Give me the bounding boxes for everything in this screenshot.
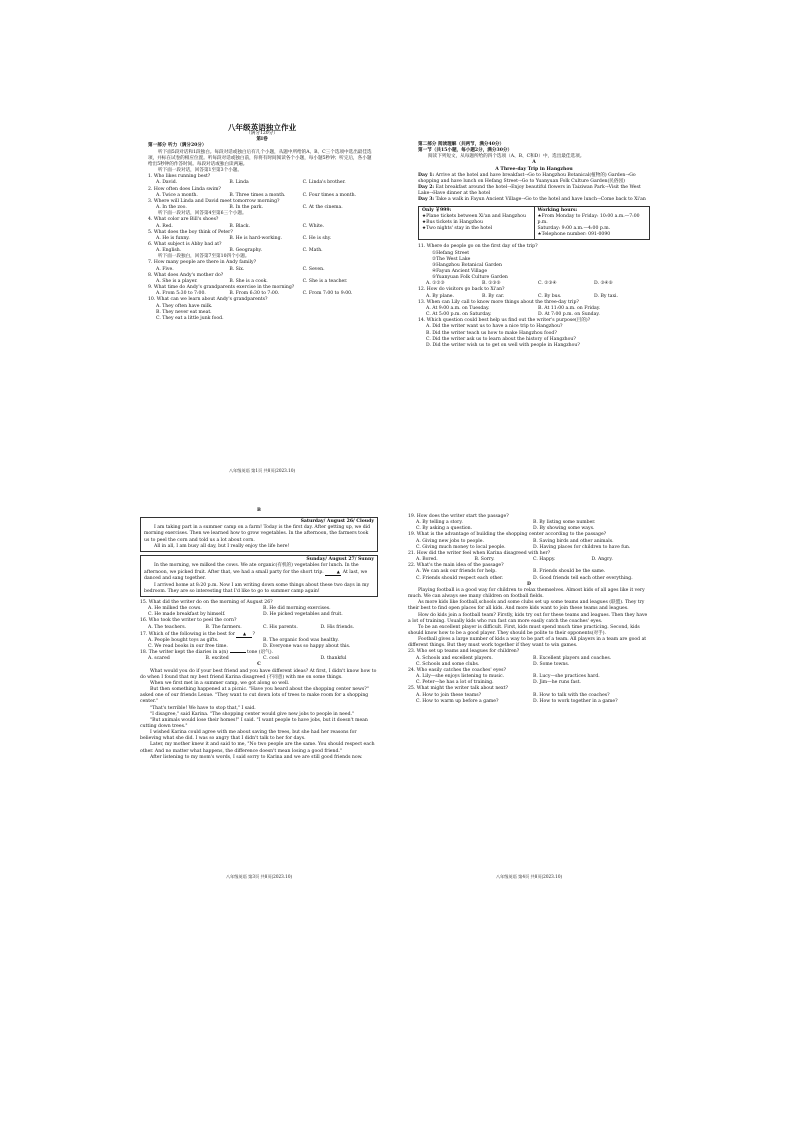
section-heading: 第一部分 听力（满分20分） bbox=[148, 143, 207, 149]
passage-paragraph: When we first met in a summer camp, we got along so well. bbox=[150, 680, 290, 686]
question-22: 22. What's the main idea of the passage? bbox=[408, 563, 504, 569]
option[interactable]: C. We read books in our free time. bbox=[148, 643, 228, 649]
question-5: 5. What does the boy think of Peter? bbox=[148, 229, 233, 235]
page-3-footer: 八年级英语 第3页 共8页(2023.10) bbox=[225, 874, 293, 879]
page-2 bbox=[418, 142, 650, 349]
option[interactable]: B. He is hard-working. bbox=[229, 235, 282, 241]
option[interactable]: A. Schools and excellent players. bbox=[416, 655, 493, 661]
option[interactable]: B. ①③⑤ bbox=[482, 281, 501, 287]
subsection-heading: 第一节（共15小题，每小题2分，满分30分） bbox=[418, 148, 513, 154]
question-20: 19. What is the advantage of building the shopping center according to the passage? bbox=[408, 532, 607, 538]
question-3: 3. Where will Linda and David meet tomorrow morning? bbox=[148, 198, 280, 204]
diary-date: Saturday/ August 26/ Cloudy bbox=[300, 519, 374, 525]
option[interactable]: A. In the zoo. bbox=[156, 205, 187, 211]
day-3: Day 3: Take a walk in Fayun Ancient Village→Go to the hotel and have lunch→Come back to Xi'an bbox=[418, 197, 646, 203]
option[interactable]: A. By plane. bbox=[426, 293, 454, 299]
question-4: 4. What color are Bill's shoes? bbox=[148, 217, 219, 223]
option[interactable]: C. She is a teacher. bbox=[302, 278, 348, 284]
option[interactable]: D. How to work together in a game? bbox=[533, 698, 618, 704]
option[interactable]: A. We can ask our friends for help. bbox=[416, 569, 497, 575]
volume-label: 第Ⅰ卷 bbox=[256, 137, 268, 143]
option[interactable]: B. Friends should be the same. bbox=[533, 569, 606, 575]
place-item: ②The West Lake bbox=[432, 256, 471, 262]
price-item: ★Two nights' stay in the hotel bbox=[422, 226, 493, 232]
option[interactable]: B. How to talk with the coaches? bbox=[533, 692, 610, 698]
option[interactable]: A. The teachers. bbox=[148, 624, 187, 630]
diary-entry-1 bbox=[140, 517, 378, 552]
question-10: 10. What can we learn about Andy's grandparents? bbox=[148, 297, 268, 303]
hours-item: Saturday: 9:00 a.m.—4:00 p.m. bbox=[537, 226, 611, 232]
option[interactable]: C. At 5:00 p.m. on Saturday. bbox=[426, 312, 492, 318]
option[interactable]: D. Some towns. bbox=[533, 661, 570, 667]
option[interactable]: A. At 9:00 a.m. on Tuesday. bbox=[426, 305, 490, 311]
option[interactable]: C. Happy. bbox=[533, 557, 556, 563]
option[interactable]: B. He did morning exercises. bbox=[263, 606, 331, 612]
passage-paragraph: Football gives a large number of kids a way to be part of a team. All players in a team are good at different things. But they must work together if they want to win games. bbox=[408, 637, 647, 649]
option[interactable]: D. Having places for children to have fun. bbox=[533, 544, 631, 550]
option[interactable]: B. Did the writer teach us how to make Hangzhou food? bbox=[426, 330, 557, 336]
option[interactable]: B. Sorry. bbox=[474, 557, 495, 563]
listening-note: 听下面一段对话，回答第1至第3个小题。 bbox=[158, 168, 242, 174]
option[interactable]: B. From 6:30 to 7:00. bbox=[229, 291, 280, 297]
option[interactable]: A. Five. bbox=[156, 266, 174, 272]
passage-label: D bbox=[527, 581, 531, 587]
passage-paragraph: What would you do if your best friend and you have different ideas? At first, I didn't know how to do when I found that my best friend Karina disagreed (不同意) with me on some things. bbox=[140, 668, 377, 680]
option[interactable]: A. They often have milk. bbox=[156, 303, 213, 309]
option[interactable]: A. People bought toys as gifts. bbox=[148, 637, 219, 643]
option[interactable]: A. scared bbox=[148, 656, 170, 662]
option[interactable]: C. By asking a question. bbox=[416, 526, 473, 532]
blank-marker: ▲ bbox=[236, 631, 252, 638]
option[interactable]: D. By showing some ways. bbox=[533, 526, 595, 532]
option[interactable]: A. ①②③ bbox=[426, 281, 445, 287]
option[interactable]: A. Bored. bbox=[416, 557, 438, 563]
option[interactable]: D. At 7:00 p.m. on Sunday. bbox=[538, 312, 600, 318]
option[interactable]: D. Angry. bbox=[591, 557, 613, 563]
question-6: 6. What subject is Abby bad at? bbox=[148, 241, 222, 247]
question-1: 1. Who likes running best? bbox=[148, 174, 211, 180]
option[interactable]: D. Everyone was so happy about this. bbox=[263, 643, 351, 649]
question-23: 23. Who set up teams and leagues for children? bbox=[408, 649, 520, 655]
price-info-box bbox=[418, 206, 650, 241]
question-21: 21. How did the writer feel when Karina disagreed with her? bbox=[408, 550, 551, 556]
price-item: ★Plane tickets between Xi'an and Hangzhou bbox=[422, 213, 526, 219]
option[interactable]: D. thankful bbox=[320, 656, 347, 662]
page-3 bbox=[140, 508, 378, 761]
question-9: 9. What time do Andy's grandparents exercise in the morning? bbox=[148, 285, 295, 291]
option[interactable]: C. Giving much money to local people. bbox=[416, 544, 506, 550]
option[interactable]: B. The organic food was healthy. bbox=[263, 637, 339, 643]
diary-paragraph: I am taking part in a summer camp on a farm! Today is the first day. After getting up, we did morning exercises. Then we learned how to grow vegetables. In the afternoon, the farmers took us to peel the corn and told us a lot about corn. bbox=[144, 525, 371, 543]
option[interactable]: B. Excellent players and coaches. bbox=[533, 655, 612, 661]
option[interactable]: D. ③④⑤ bbox=[594, 281, 613, 287]
option[interactable]: B. Three times a month. bbox=[229, 192, 286, 198]
price-item: ★Bus tickets in Hangzhou bbox=[422, 219, 483, 225]
option[interactable]: B. In the park. bbox=[229, 205, 263, 211]
question-11: 11. Where do people go on the first day of the trip? bbox=[418, 244, 538, 250]
page-1 bbox=[148, 125, 376, 322]
question-15: 15. What did the writer do on the morning of August 26? bbox=[140, 599, 273, 605]
question-2: 2. How often does Linda swim? bbox=[148, 186, 221, 192]
page-4-footer: 八年级英语 第4页 共8页(2023.10) bbox=[495, 874, 563, 879]
diary-paragraph: In the morning, we milked the cows. We ate organic(有机的) vegetables for lunch. In the afternoon, we picked fruit. After that, we had a small party for the short trip. ▲ At last, we danced and sang together. bbox=[144, 563, 368, 582]
option[interactable]: D. Good friends tell each other everything. bbox=[533, 575, 633, 581]
passage-paragraph: As more kids like football,schools and some clubs set up some teams and leagues (联盟). They try their best to find open places for all kids. And more kids want to join these teams and leagues. bbox=[408, 600, 645, 612]
option[interactable]: D. Jim—he runs fast. bbox=[533, 680, 581, 686]
passage-paragraph: "That's terrible! We have to stop that," I said. bbox=[150, 705, 256, 711]
page-4 bbox=[408, 514, 650, 705]
place-item: ⑤Yuanyuan Folk Culture Garden bbox=[432, 275, 508, 281]
passage-paragraph: To be an excellent player is difficult. First, kids must spend much time practicing. Second, kids should know how to be a good player. They should be polite to their opponents(对手). bbox=[408, 624, 640, 636]
option[interactable]: B. Saving birds and other animals. bbox=[533, 538, 614, 544]
option[interactable]: C. Linda's brother. bbox=[302, 180, 346, 186]
place-item: ④Fayun Ancient Village bbox=[432, 268, 488, 274]
price-label: Only ￥999: bbox=[422, 207, 452, 213]
passage-label: A bbox=[532, 160, 536, 166]
option[interactable]: C. Math. bbox=[302, 248, 323, 254]
blank-marker: ▲ bbox=[325, 569, 341, 576]
question-13: 13. When can Lily call to know more things about the three-day trip? bbox=[418, 299, 579, 305]
question-8: 8. What does Andy's mother do? bbox=[148, 272, 224, 278]
diary-paragraph: I arrived home at 8:20 p.m. Now I am writing down some things about these two days in my bedroom. They are so interesting that I'd like to go to summer camp again! bbox=[144, 582, 370, 594]
listening-note: 听下面一段对话，回答第4至第6三个小题。 bbox=[158, 211, 247, 217]
hours-label: Working hours: bbox=[537, 207, 578, 213]
option[interactable]: A. Twice a month. bbox=[156, 192, 198, 198]
option[interactable]: A. Red. bbox=[156, 223, 173, 229]
passage-paragraph: After listening to my mom's words, I said sorry to Karina and we are still good friends now. bbox=[150, 754, 363, 760]
option[interactable]: A. He is funny. bbox=[156, 235, 190, 241]
option[interactable]: A. How to join these teams? bbox=[416, 692, 482, 698]
passage-paragraph: "But animals would lose their homes!" I said. "I want people to have jobs, but it doesn't mean cutting down trees." bbox=[140, 717, 368, 729]
question-14: 14. Which question could best help us find out the writer's purpose(目的)? bbox=[418, 318, 591, 324]
option[interactable]: A. English. bbox=[156, 248, 182, 254]
option[interactable]: A. He milked the cows. bbox=[148, 606, 202, 612]
option[interactable]: C. At the cinema. bbox=[302, 205, 343, 211]
diary-date: Sunday/ August 27/ Sunny bbox=[306, 556, 374, 562]
passage-paragraph: Later, my mother knew it and said to me, "No two people are the same. You should respect each other. And no matter what happens, the difference doesn't mean losing a good friend." bbox=[140, 742, 375, 754]
option[interactable]: B. Six. bbox=[229, 266, 245, 272]
option[interactable]: D. He picked vegetables and fruit. bbox=[263, 612, 343, 618]
option[interactable]: C. By bus. bbox=[538, 293, 562, 299]
option[interactable]: C. Did the writer ask us to learn about the history of Hangzhou? bbox=[426, 336, 576, 342]
passage-label: C bbox=[257, 662, 261, 668]
option[interactable]: C. Four times a month. bbox=[302, 192, 356, 198]
option[interactable]: C. White. bbox=[302, 223, 325, 229]
option[interactable]: B. Lucy—she practices hard. bbox=[533, 674, 600, 680]
option[interactable]: B. By car. bbox=[482, 293, 505, 299]
question-17: 17. Which of the following is the best for ▲ ? bbox=[140, 630, 255, 637]
passage-paragraph: Playing football is a good way for children to relax themselves. Almost kids of all ages like it very much. We can always see many children on football fields. bbox=[408, 587, 645, 600]
question-25: 25. What might the writer talk about next? bbox=[408, 686, 508, 692]
passage-label: B bbox=[257, 508, 261, 513]
day-2: Day 2: Eat breakfast around the hotel→Enjoy beautiful flowers in Taiziwan Park→Visit the West Lake→Have dinner at the hotel bbox=[418, 185, 641, 197]
option[interactable]: C. They eat a little junk food. bbox=[156, 315, 224, 321]
option[interactable]: C. He is shy. bbox=[302, 235, 332, 241]
hours-item: ★Telephone number: 091-0090 bbox=[537, 232, 611, 238]
option[interactable]: B. excited bbox=[205, 656, 229, 662]
option[interactable]: B. Geography. bbox=[229, 248, 262, 254]
day-1: Day 1: Arrive at the hotel and have breakfast→Go to Hangzhou Botanical(植物的) Garden→Go shopping and have lunch on Hefang Street→Go to Yuanyuan Folk Culture Garden(民俗园) bbox=[418, 172, 636, 184]
score-note: （满分120分） bbox=[246, 131, 278, 137]
answer-blank[interactable] bbox=[230, 652, 246, 653]
question-16: 16. Who took the writer to peel the corn? bbox=[140, 618, 237, 624]
question-18: 18. The writer kept the diaries in a(n) tone (语气). bbox=[140, 650, 273, 656]
option[interactable]: C. From 7:00 to 9:00. bbox=[302, 291, 353, 297]
option[interactable]: C. He made breakfast by himself. bbox=[148, 612, 226, 618]
question-7: 7. How many people are there in Andy family? bbox=[148, 260, 257, 266]
option[interactable]: A. By telling a story. bbox=[416, 520, 463, 526]
option[interactable]: C. cool bbox=[263, 656, 279, 662]
listening-note: 听下面一段独白，回答第7至第10四个小题。 bbox=[158, 254, 250, 260]
page-1-footer: 八年级英语 第1页 共8页(2023.10) bbox=[228, 468, 296, 473]
place-item: ③Hangzhou Botanical Garden bbox=[432, 262, 502, 268]
question-24: 24. Who easily catches the coaches' eyes? bbox=[408, 667, 506, 673]
diary-paragraph: All in all, I am busy all day, but I really enjoy the life here! bbox=[154, 543, 290, 549]
passage-paragraph: How do kids join a football team? Firstly, kids try out for these teams and leagues. Then they have a lot of training. Usually kids who run fast can more easily catch the coaches' eyes. bbox=[408, 612, 648, 624]
passage-paragraph: "I disagree," said Karina. "The shopping center would give new jobs to people in need." bbox=[150, 711, 355, 717]
option[interactable]: D. His friends. bbox=[320, 624, 355, 630]
hours-item: ★From Monday to Friday: 10:00 a.m.—7:00 p.m. bbox=[537, 213, 640, 225]
option[interactable]: C. ②③④ bbox=[538, 281, 557, 287]
option[interactable]: A. Did the writer want us to have a nice trip to Hangzhou? bbox=[426, 324, 563, 330]
option[interactable]: D. By taxi. bbox=[594, 293, 618, 299]
option[interactable]: B. Black. bbox=[229, 223, 251, 229]
diary-entry-2 bbox=[140, 555, 378, 597]
option[interactable]: C. Schools and some clubs. bbox=[416, 661, 480, 667]
option[interactable]: B. By listing some number. bbox=[533, 520, 596, 526]
question-12: 12. How do visitors go back to Xi'an? bbox=[418, 287, 505, 293]
exam-title: 八年级英语独立作业 bbox=[227, 123, 297, 132]
option[interactable]: A. David. bbox=[156, 180, 178, 186]
option[interactable]: A. From 5:30 to 7:00. bbox=[156, 291, 206, 297]
passage-heading: A Three-day Trip in Hangzhou bbox=[495, 166, 573, 172]
option[interactable]: B. They never eat meat. bbox=[156, 309, 212, 315]
option[interactable]: B. She is a cook. bbox=[229, 278, 268, 284]
option[interactable]: C. Seven. bbox=[302, 266, 325, 272]
option[interactable]: D. Did the writer wish us to get on well with people in Hangzhou? bbox=[426, 342, 580, 348]
option[interactable]: A. She is a player. bbox=[156, 278, 198, 284]
option[interactable]: C. Peter—he has a lot of training. bbox=[416, 680, 494, 686]
listening-intro: 听下面5段对话和1段独白。每段对话或独白后有几个小题，从题中所给的A、B、C三个选项中选出最佳选项，并标在试卷的相应位置。听每段对话或独白前，你将有时间阅读各个小题，每小题5秒钟；听完后，各小题给出5秒钟的作答时间。每段对话或独白读两遍。 bbox=[148, 149, 372, 167]
option[interactable]: B. At 11:00 a.m. on Friday. bbox=[538, 305, 601, 311]
place-item: ①Hefang Street bbox=[432, 250, 470, 256]
option[interactable]: C. Friends should respect each other. bbox=[416, 575, 504, 581]
reading-intro: 阅读下列短文，从每题所给的四个选项（A、B、C和D）中，选出最佳选项。 bbox=[428, 154, 585, 160]
option[interactable]: B. The farmers. bbox=[205, 624, 242, 630]
option[interactable]: C. His parents. bbox=[263, 624, 298, 630]
option[interactable]: B. Linda bbox=[229, 180, 249, 186]
passage-paragraph: But then something happened at a picnic. "Have you heard about the shopping center news?" asked one of our friends Lexue. "They want to cut down lots of trees to make room for a shopping center." bbox=[140, 687, 369, 705]
option[interactable]: A. Giving new jobs to people. bbox=[416, 538, 484, 544]
passage-paragraph: I wished Karina could agree with me about saving the trees, but she had her reasons for believing what she did. I was so angry that I didn't talk to her for days. bbox=[140, 730, 357, 742]
section-heading: 第二部分 阅读理解（共两节，满分40分） bbox=[418, 142, 505, 147]
option[interactable]: C. How to warm up before a game? bbox=[416, 698, 499, 704]
question-19: 19. How does the writer start the passage? bbox=[408, 514, 509, 519]
option[interactable]: A. Lily—she enjoys listening to music. bbox=[416, 674, 505, 680]
